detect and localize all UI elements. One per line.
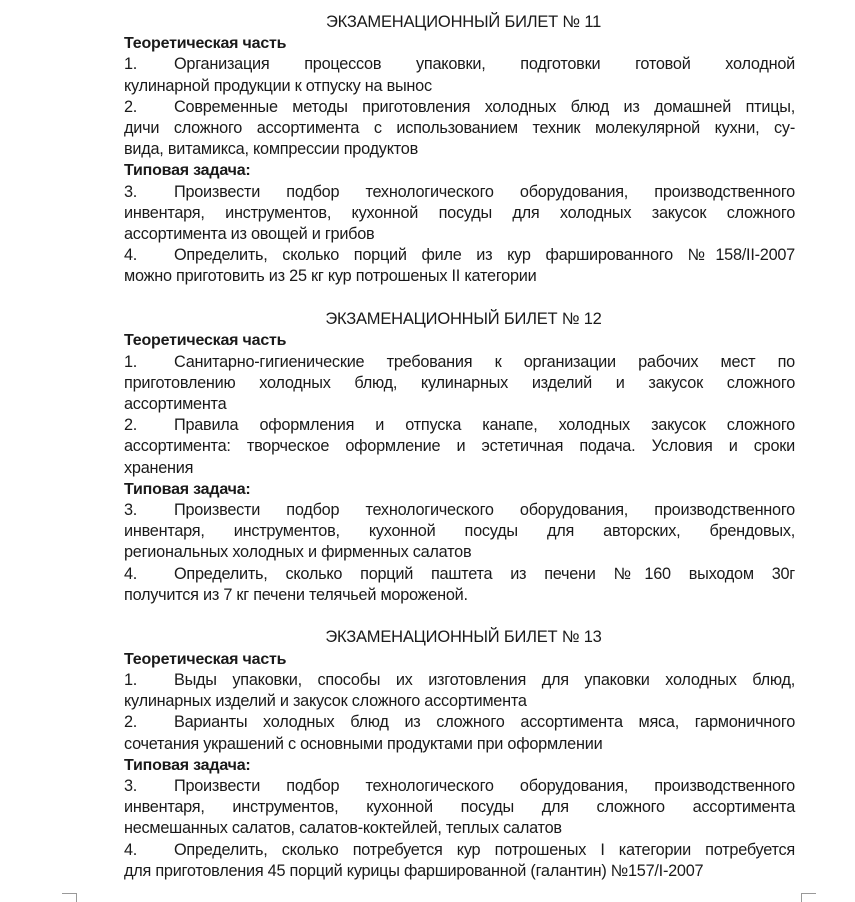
question-text: Определить, сколько порций филе из кур фаршированного №158/II-2007 bbox=[174, 246, 795, 265]
page-corner-mark-left bbox=[62, 893, 77, 902]
theory-heading: Теоретическая часть bbox=[124, 650, 287, 668]
question-text: Современные методы приготовления холодных блюд из домашней птицы, bbox=[174, 97, 795, 116]
question-item bbox=[124, 500, 795, 564]
question-number: 1. bbox=[124, 55, 138, 74]
question-item bbox=[124, 670, 795, 712]
question-line bbox=[124, 670, 795, 691]
question-line bbox=[124, 585, 795, 606]
ticket-title: ЭКЗАМЕНАЦИОННЫЙ БИЛЕТ № 11 bbox=[325, 13, 602, 31]
question-text: ассортимента: творческое оформление и эстетичная подача. Условия и сроки bbox=[124, 437, 795, 456]
question-line bbox=[124, 734, 795, 755]
question-line bbox=[124, 97, 795, 118]
task-heading: Типовая задача: bbox=[124, 162, 251, 180]
question-line bbox=[124, 139, 795, 160]
page-corner-mark-right bbox=[801, 893, 816, 902]
question-text: Произвести подбор технологического оборудования, производственного bbox=[174, 500, 795, 519]
question-line bbox=[124, 76, 795, 97]
question-line bbox=[124, 776, 795, 797]
question-line bbox=[124, 712, 795, 733]
question-line bbox=[124, 118, 795, 139]
exam-ticket bbox=[124, 627, 795, 881]
question-line bbox=[124, 415, 795, 436]
question-line bbox=[124, 500, 795, 521]
question-number: 3. bbox=[124, 182, 138, 201]
question-item bbox=[124, 712, 795, 754]
question-number: 1. bbox=[124, 352, 138, 371]
question-number: 4. bbox=[124, 564, 138, 583]
question-text: инвентаря, инструментов, кухонной посуды для авторских, брендовых, bbox=[124, 522, 795, 541]
ticket-title: ЭКЗАМЕНАЦИОННЫЙ БИЛЕТ № 12 bbox=[325, 310, 602, 329]
document-page bbox=[124, 12, 795, 882]
question-text: инвентаря, инструментов, кухонной посуды для сложного ассортимента bbox=[124, 798, 795, 817]
question-text: ассортимента bbox=[124, 394, 227, 413]
exam-ticket bbox=[124, 309, 795, 606]
question-number: 3. bbox=[124, 500, 138, 519]
question-number: 2. bbox=[124, 416, 138, 435]
question-text: несмешанных салатов, салатов-коктейлей, теплых салатов bbox=[124, 819, 562, 838]
theory-heading: Теоретическая часть bbox=[124, 35, 287, 53]
question-text: Произвести подбор технологического оборудования, производственного bbox=[174, 182, 795, 201]
question-item bbox=[124, 54, 795, 96]
question-line bbox=[124, 458, 795, 479]
question-number: 2. bbox=[124, 97, 138, 116]
question-line bbox=[124, 818, 795, 839]
question-line bbox=[124, 394, 795, 415]
question-line bbox=[124, 840, 795, 861]
question-item bbox=[124, 776, 795, 840]
question-line bbox=[124, 861, 795, 882]
question-item bbox=[124, 415, 795, 479]
question-line bbox=[124, 182, 795, 203]
question-text: кулинарных изделий и закусок сложного ассортимента bbox=[124, 692, 527, 711]
question-text: Санитарно-гигиенические требования к организации рабочих мест по bbox=[174, 352, 795, 371]
question-number: 1. bbox=[124, 670, 138, 689]
question-text: дичи сложного ассортимента с использованием техник молекулярной кухни, су- bbox=[124, 119, 795, 138]
question-item bbox=[124, 352, 795, 416]
question-line bbox=[124, 797, 795, 818]
question-text: Определить, сколько потребуется кур потрошеных I категории потребуется bbox=[174, 840, 795, 859]
question-text: кулинарной продукции к отпуску на вынос bbox=[124, 76, 432, 95]
task-heading: Типовая задача: bbox=[124, 480, 251, 498]
question-number: 4. bbox=[124, 246, 138, 265]
question-text: вида, витамикса, компрессии продуктов bbox=[124, 140, 418, 159]
question-line bbox=[124, 373, 795, 394]
question-text: инвентаря, инструментов, кухонной посуды для холодных закусок сложного bbox=[124, 203, 795, 222]
question-line bbox=[124, 691, 795, 712]
question-line bbox=[124, 542, 795, 563]
question-text: получится из 7 кг печени телячьей мороженой. bbox=[124, 585, 468, 604]
question-text: ассортимента из овощей и грибов bbox=[124, 225, 375, 244]
task-heading: Типовая задача: bbox=[124, 756, 251, 774]
question-text: сочетания украшений с основными продуктами при оформлении bbox=[124, 734, 603, 753]
question-line bbox=[124, 224, 795, 245]
question-item bbox=[124, 97, 795, 161]
question-text: Выды упаковки, способы их изготовления для упаковки холодных блюд, bbox=[174, 670, 795, 689]
question-text: региональных холодных и фирменных салатов bbox=[124, 543, 472, 562]
question-line bbox=[124, 266, 795, 287]
exam-ticket bbox=[124, 12, 795, 288]
question-text: Правила оформления и отпуска канапе, холодных закусок сложного bbox=[174, 416, 795, 435]
question-text: хранения bbox=[124, 458, 194, 477]
question-text: Варианты холодных блюд из сложного ассортимента мяса, гармоничного bbox=[174, 713, 795, 732]
question-number: 3. bbox=[124, 776, 138, 795]
question-number: 4. bbox=[124, 840, 138, 859]
question-text: можно приготовить из 25 кг кур потрошеных II категории bbox=[124, 267, 537, 286]
ticket-title: ЭКЗАМЕНАЦИОННЫЙ БИЛЕТ № 13 bbox=[325, 628, 602, 647]
question-item bbox=[124, 840, 795, 882]
question-item bbox=[124, 245, 795, 287]
question-line bbox=[124, 564, 795, 585]
question-item bbox=[124, 564, 795, 606]
question-line bbox=[124, 203, 795, 224]
question-text: приготовлению холодных блюд, кулинарных изделий и закусок сложного bbox=[124, 373, 795, 392]
question-text: Определить, сколько порций паштета из печени №160 выходом 30г bbox=[174, 564, 795, 583]
question-line bbox=[124, 54, 795, 75]
question-item bbox=[124, 182, 795, 246]
question-line bbox=[124, 245, 795, 266]
question-line bbox=[124, 521, 795, 542]
question-number: 2. bbox=[124, 713, 138, 732]
question-line bbox=[124, 436, 795, 457]
question-line bbox=[124, 352, 795, 373]
question-text: для приготовления 45 порций курицы фаршированной (галантин) №157/I-2007 bbox=[124, 861, 704, 880]
theory-heading: Теоретическая часть bbox=[124, 332, 287, 350]
question-text: Произвести подбор технологического оборудования, производственного bbox=[174, 776, 795, 795]
question-text: Организация процессов упаковки, подготовки готовой холодной bbox=[174, 55, 795, 74]
